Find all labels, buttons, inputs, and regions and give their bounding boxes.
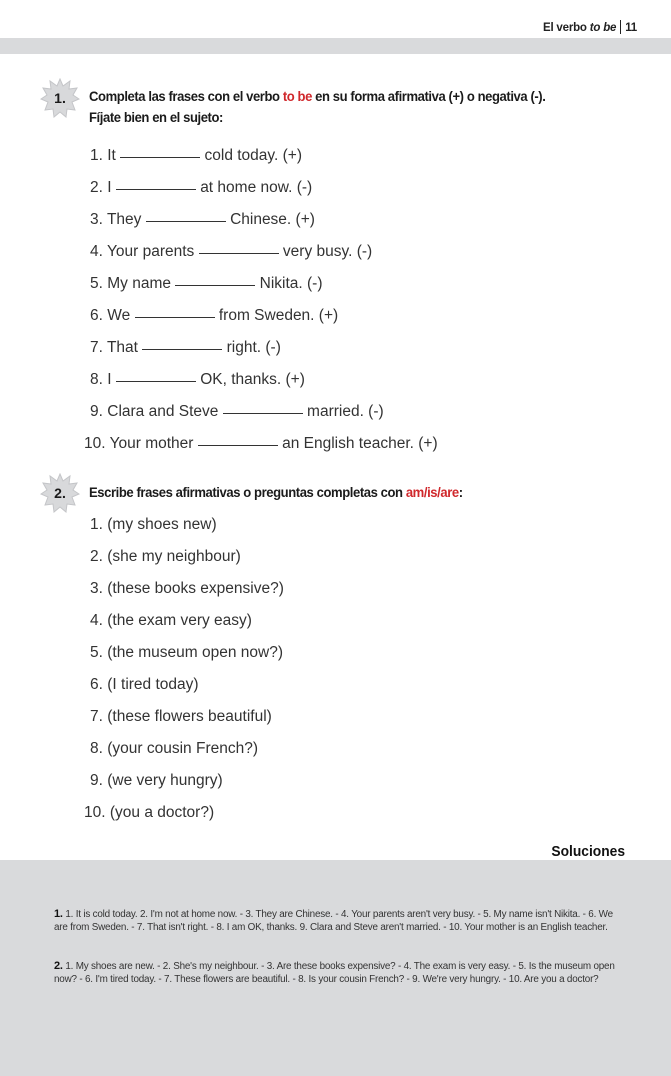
instr1-text-before: Completa las frases con el verbo: [89, 89, 280, 105]
item-number: 8.: [90, 740, 103, 757]
item-rest: at home now. (-): [200, 179, 313, 196]
item-rest: right. (-): [226, 339, 281, 356]
exercise-2-item: [90, 515, 217, 535]
header-verb: to be: [589, 22, 617, 34]
exercise-2-item: [90, 675, 199, 695]
exercise-1-item: [90, 338, 281, 358]
item-number: 10.: [84, 804, 106, 821]
exercise-2-item: [90, 547, 241, 567]
exercise-1-instruction-line2: Fíjate bien en el sujeto:: [89, 110, 223, 126]
item-rest: very busy. (-): [282, 243, 373, 260]
item-number: 10.: [84, 435, 106, 452]
answer-blank[interactable]: [135, 316, 215, 318]
instr2-text-after: :: [458, 485, 463, 501]
exercise-2-item: [90, 579, 284, 599]
solutions-1: [54, 908, 626, 934]
answer-blank[interactable]: [142, 348, 222, 350]
exercise-1-instruction: [89, 87, 545, 107]
item-prompt: (the exam very easy): [107, 612, 252, 629]
solutions-1-text: 1. It is cold today. 2. I'm not at home now. - 3. They are Chinese. - 4. Your parents aren't very busy. - 5. My name isn't Nikita. - 6. We are from Sweden. - 7. That isn't right. - 8. I am OK, thanks. 9. Clara and Steve aren't married. - 10. Your mother is an English teacher.: [54, 909, 613, 933]
item-subject: They: [106, 211, 142, 228]
item-number: 6.: [90, 676, 103, 693]
answer-blank[interactable]: [116, 380, 196, 382]
exercise-1-item: [90, 146, 302, 166]
page-number: 11: [625, 22, 637, 34]
instr2-highlight: am/is/are: [405, 485, 459, 501]
item-prompt: (the museum open now?): [107, 644, 284, 661]
exercise-1-item: [90, 274, 322, 294]
item-prompt: (she my neighbour): [107, 548, 241, 565]
item-subject: That: [106, 339, 138, 356]
exercise-1-number: 1.: [54, 90, 66, 106]
solutions-box: [0, 860, 671, 1076]
item-number: 5.: [90, 644, 103, 661]
item-rest: an English teacher. (+): [282, 435, 438, 452]
item-subject: I: [107, 371, 112, 388]
solutions-1-number: 1.: [54, 908, 63, 920]
exercise-1-item: [90, 178, 312, 198]
solutions-2-number: 2.: [54, 960, 63, 972]
exercise-1-item: [90, 370, 305, 390]
running-head: [543, 20, 637, 34]
item-prompt: (these flowers beautiful): [107, 708, 272, 725]
solutions-title: Soluciones: [551, 843, 625, 860]
item-prompt: (my shoes new): [107, 516, 217, 533]
item-rest: married. (-): [307, 403, 384, 420]
item-number: 4.: [90, 612, 103, 629]
exercise-2-item: [84, 803, 214, 823]
answer-blank[interactable]: [175, 284, 255, 286]
item-rest: cold today. (+): [204, 147, 302, 164]
instr2-text-before: Escribe frases afirmativas o preguntas completas con: [89, 485, 403, 501]
solutions-2: [54, 960, 626, 986]
item-number: 7.: [90, 339, 103, 356]
item-number: 6.: [90, 307, 103, 324]
exercise-1-item: [90, 306, 338, 326]
item-number: 4.: [90, 243, 103, 260]
exercise-2-item: [90, 739, 258, 759]
item-number: 9.: [90, 403, 103, 420]
item-rest: Nikita. (-): [259, 275, 323, 292]
item-subject: We: [107, 307, 131, 324]
exercise-1-item: [90, 242, 372, 262]
exercise-1-item: [90, 402, 384, 422]
item-number: 7.: [90, 708, 103, 725]
exercise-2-number: 2.: [54, 485, 66, 501]
item-number: 3.: [90, 211, 103, 228]
exercise-2-instruction: [89, 483, 463, 503]
item-number: 1.: [90, 516, 103, 533]
item-prompt: (these books expensive?): [107, 580, 284, 597]
item-number: 2.: [90, 179, 103, 196]
item-number: 2.: [90, 548, 103, 565]
item-number: 9.: [90, 772, 103, 789]
item-subject: Your mother: [109, 435, 194, 452]
exercise-1-item: [84, 434, 438, 454]
exercise-2-item: [90, 771, 223, 791]
item-prompt: (we very hungry): [107, 772, 223, 789]
item-subject: Your parents: [106, 243, 195, 260]
answer-blank[interactable]: [198, 444, 278, 446]
item-subject: My name: [107, 275, 171, 292]
answer-blank[interactable]: [223, 412, 303, 414]
item-number: 1.: [90, 147, 103, 164]
answer-blank[interactable]: [116, 188, 196, 190]
item-number: 5.: [90, 275, 103, 292]
item-prompt: (I tired today): [107, 676, 199, 693]
exercise-1-item: [90, 210, 315, 230]
item-subject: Clara and Steve: [107, 403, 219, 420]
item-number: 8.: [90, 371, 103, 388]
exercise-2-item: [90, 707, 272, 727]
exercise-2-badge: [40, 473, 80, 513]
exercise-2-item: [90, 611, 252, 631]
item-subject: It: [107, 147, 116, 164]
top-band: [0, 38, 671, 54]
item-rest: OK, thanks. (+): [200, 371, 305, 388]
exercise-1-badge: [40, 78, 80, 118]
item-subject: I: [107, 179, 112, 196]
item-rest: from Sweden. (+): [218, 307, 339, 324]
instr1-highlight: to be: [282, 89, 312, 105]
item-prompt: (you a doctor?): [109, 804, 215, 821]
answer-blank[interactable]: [120, 156, 200, 158]
solutions-2-text: 1. My shoes are new. - 2. She's my neighbour. - 3. Are these books expensive? - 4. The exam is very easy. - 5. Is the museum open now? - 6. I'm tired today. - 7. These flowers are beautiful. - 8. Is your cousin French? - 9. We're very hungry. - 10. Are you a doctor?: [54, 961, 615, 985]
answer-blank[interactable]: [146, 220, 226, 222]
header-prefix: El verbo: [542, 22, 587, 34]
header-divider: [620, 20, 621, 34]
exercise-2-item: [90, 643, 283, 663]
instr1-text-after: en su forma afirmativa (+) o negativa (-).: [315, 89, 546, 105]
item-number: 3.: [90, 580, 103, 597]
item-rest: Chinese. (+): [230, 211, 315, 228]
item-prompt: (your cousin French?): [107, 740, 259, 757]
answer-blank[interactable]: [199, 252, 279, 254]
